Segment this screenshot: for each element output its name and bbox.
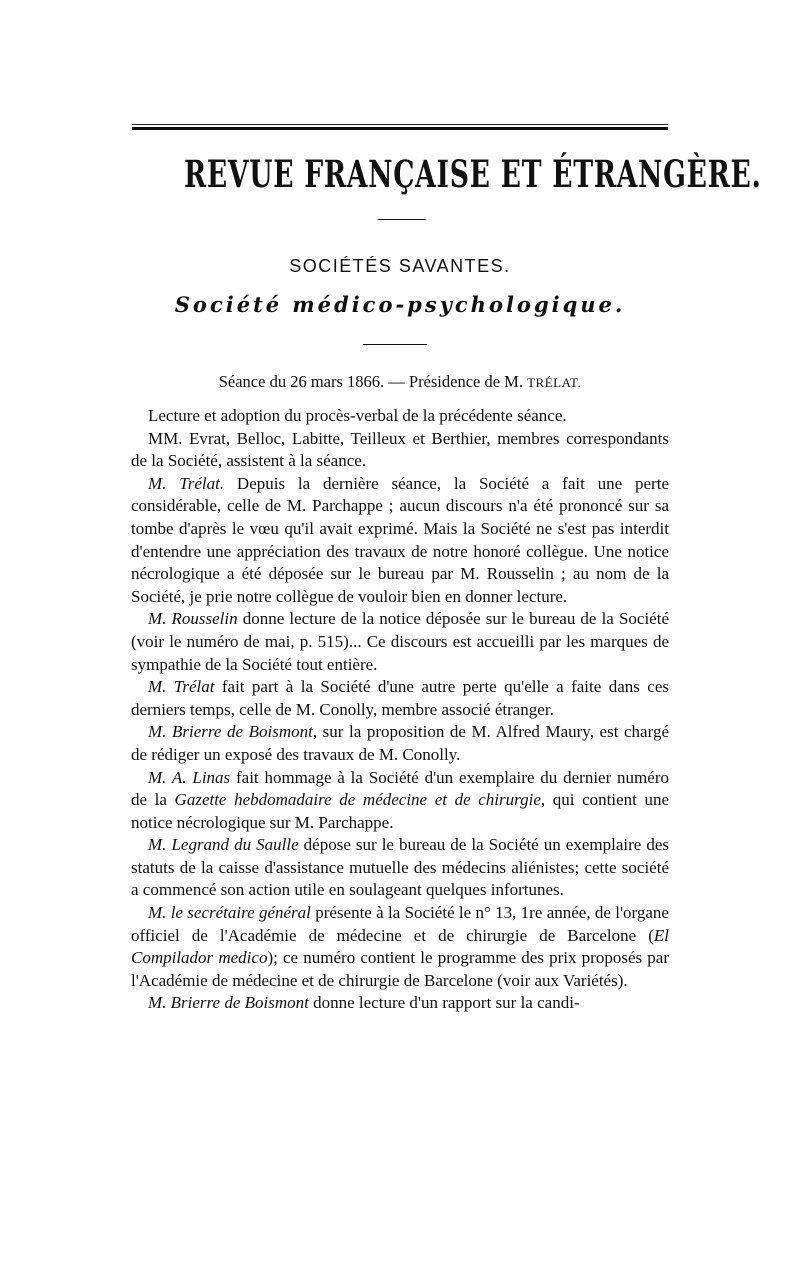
speaker-name: M. le secrétaire général bbox=[148, 903, 311, 923]
speaker-name: M. A. Linas bbox=[148, 767, 231, 787]
paragraph: MM. Evrat, Belloc, Labitte, Teilleux et Berthier, membres correspondants de la Société, assistent à la séance. bbox=[131, 428, 669, 471]
paragraph: M. Rousselin donne lecture de la notice déposée sur le bureau de la Société (voir le numéro de mai, p. 515)... Ce discours est accueilli par les marques de sympathie de la Société tout entière. bbox=[131, 609, 669, 674]
header-rule-thick bbox=[132, 127, 668, 130]
publication-title: Gazette hebdomadaire de médecine et de chirurgie, bbox=[174, 790, 546, 810]
paragraph: M. Trélat fait part à la Société d'une autre perte qu'elle a faite dans ces derniers temps, celle de M. Conolly, membre associé étranger. bbox=[131, 677, 669, 719]
header-rule-thin bbox=[132, 124, 668, 125]
paragraph: M. le secrétaire général présente à la Société le n° 13, 1re année, de l'organe officiel de l'Académie de médecine et de chirurgie de Barcelone (El Compilador medico); ce numéro contient le programme des prix proposés par l'Académie de médecine et de chirurgie de Barcelone (voir aux Variétés). bbox=[131, 903, 669, 990]
speaker-name: M. Trélat bbox=[148, 677, 215, 697]
speaker-name: M. Legrand du Saulle bbox=[148, 835, 299, 855]
paragraph: M. A. Linas fait hommage à la Société d'un exemplaire du dernier numéro de la Gazette hebdomadaire de médecine et de chirurgie, qui contient une notice nécrologique sur M. Parchappe. bbox=[131, 767, 669, 832]
seance-date: Séance du 26 mars 1866. — Présidence de M. bbox=[218, 372, 523, 391]
paragraph: M. Legrand du Saulle dépose sur le bureau de la Société un exemplaire des statuts de la caisse d'assistance mutuelle des médecins aliénistes; cette société a commencé son action utile en soulageant quelques infortunes. bbox=[131, 835, 669, 900]
paragraph: M. Brierre de Boismont donne lecture d'un rapport sur la candi- bbox=[148, 993, 580, 1013]
paragraph: M. Trélat. Depuis la dernière séance, la Société a fait une perte considérable, celle de M. Parchappe ; aucun discours n'a été prononcé sur sa tombe d'après le vœu qu'il avait exprimé. Mais la Société ne s'est pas interdit d'entendre une appréciation des travaux de notre honoré collègue. Une notice nécrologique a été déposée sur le bureau par M. Rousselin ; au nom de la Société, je prie notre collègue de vouloir bien en donner lecture. bbox=[131, 473, 669, 606]
speaker-name: M. Trélat. bbox=[148, 473, 225, 493]
paragraph: M. Brierre de Boismont, sur la proposition de M. Alfred Maury, est chargé de rédiger un exposé des travaux de M. Conolly. bbox=[131, 722, 669, 764]
publication-title: El Compilador medico bbox=[131, 925, 669, 968]
title-divider bbox=[378, 219, 426, 220]
seance-line bbox=[100, 372, 700, 392]
paragraph: Lecture et adoption du procès-verbal de la précédente séance. bbox=[148, 406, 567, 425]
section-heading: SOCIÉTÉS SAVANTES. bbox=[289, 256, 511, 276]
journal-section-title: REVUE FRANÇAISE ET ÉTRANGÈRE. bbox=[183, 152, 762, 196]
minutes-body bbox=[131, 405, 669, 1015]
speaker-name: M. Rousselin bbox=[148, 609, 238, 629]
seance-president: TRÉLAT. bbox=[527, 375, 582, 390]
society-divider bbox=[363, 344, 427, 345]
speaker-name: M. Brierre de Boismont, bbox=[148, 722, 318, 742]
speaker-name: M. Brierre de Boismont bbox=[148, 993, 309, 1013]
society-heading: Société médico-psychologique. bbox=[174, 292, 626, 317]
